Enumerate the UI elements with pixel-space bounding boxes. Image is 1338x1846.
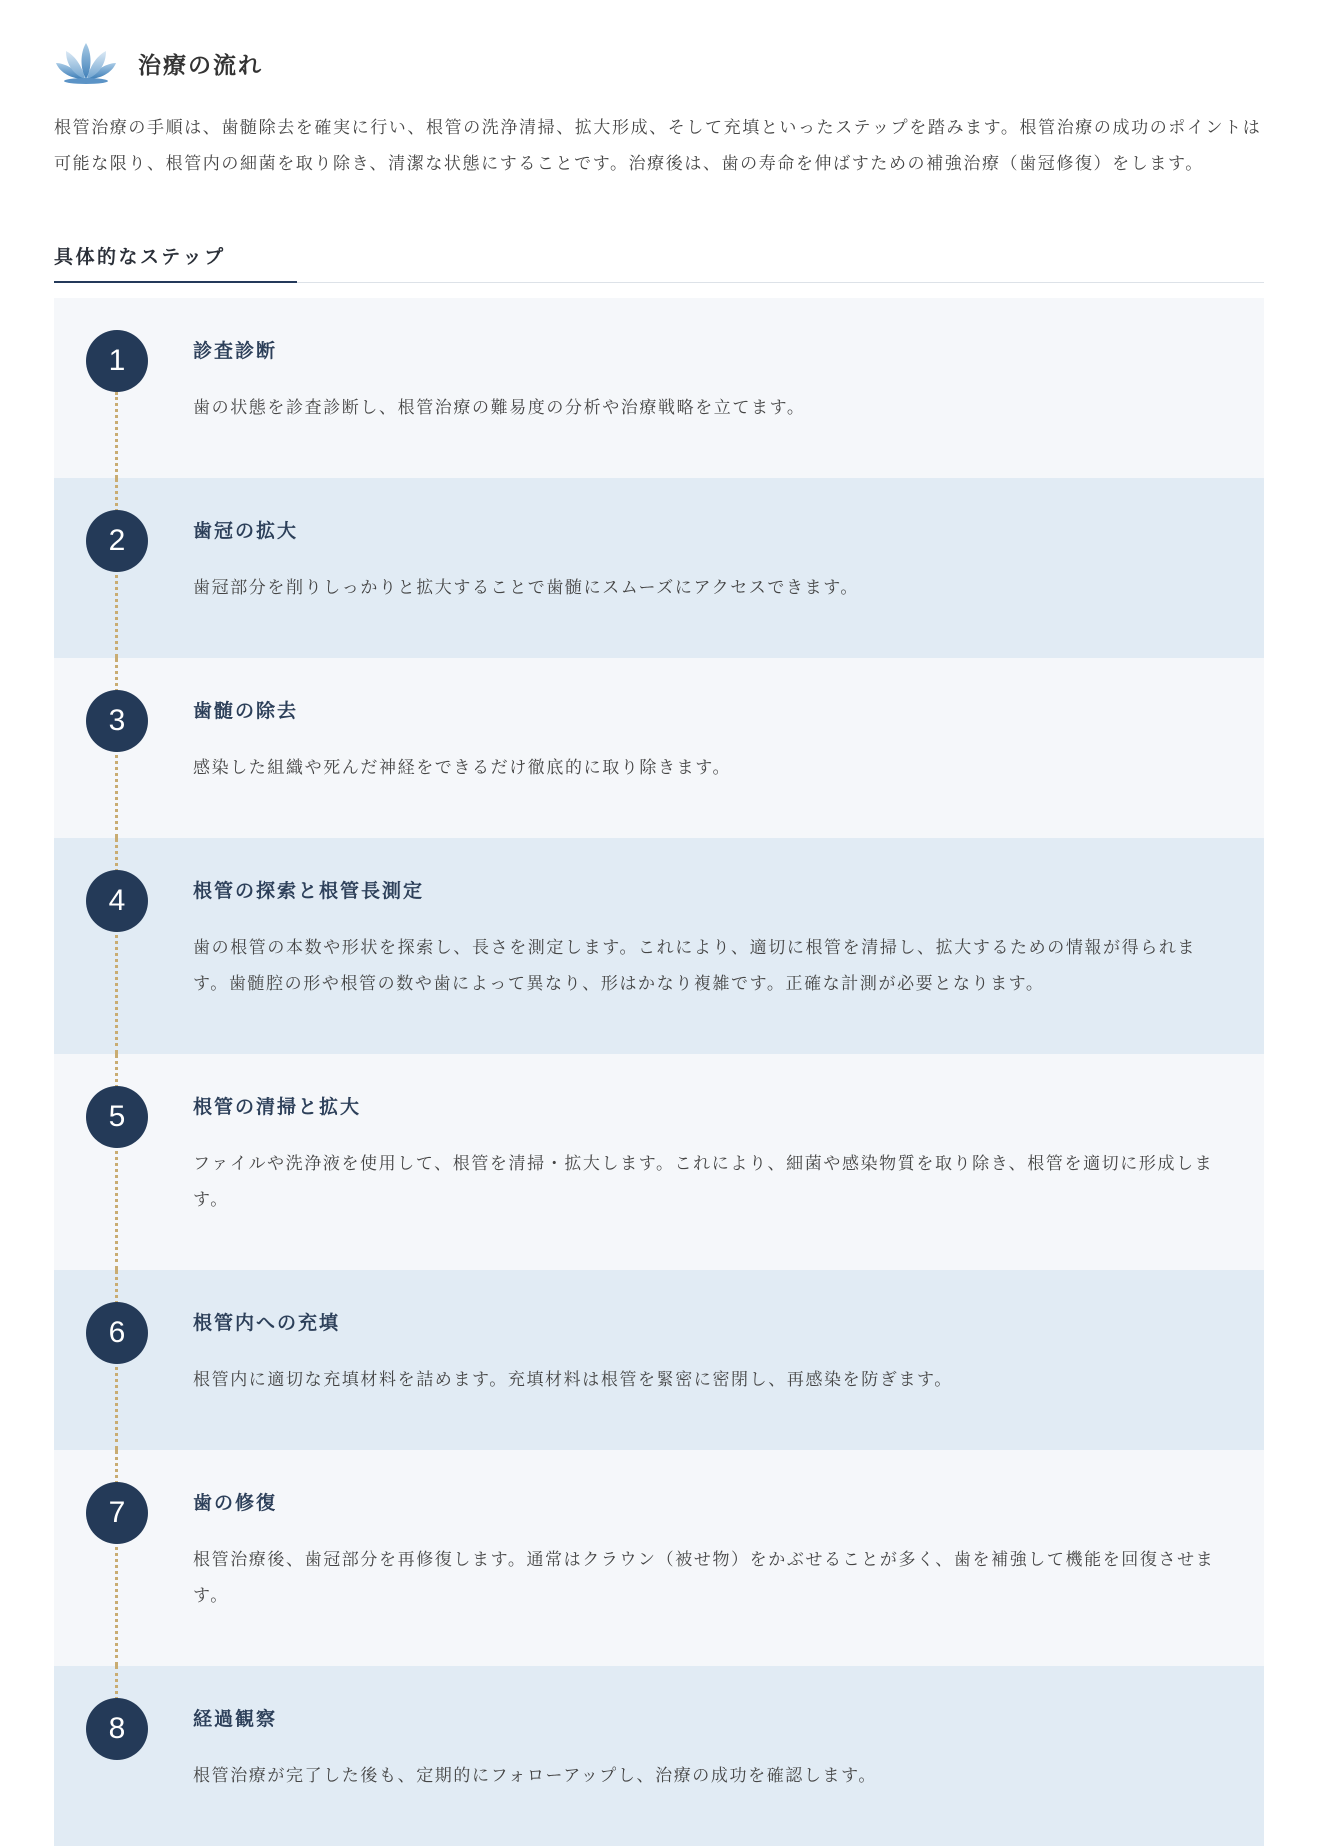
step-description: 根管治療後、歯冠部分を再修復します。通常はクラウン（被せ物）をかぶせることが多く、歯を補強して機能を回復させます。 — [193, 1550, 1215, 1606]
step-item — [54, 658, 1264, 838]
lotus-icon — [54, 41, 118, 85]
step-item — [54, 1270, 1264, 1450]
steps-list — [54, 298, 1264, 1846]
timeline-connector — [115, 392, 118, 478]
step-item — [54, 838, 1264, 1054]
step-title: 歯髄の除去 — [193, 700, 299, 722]
step-number-badge: 7 — [86, 1482, 148, 1544]
step-title: 経過観察 — [193, 1708, 278, 1730]
step-title: 根管の清掃と拡大 — [193, 1096, 362, 1118]
step-item — [54, 1666, 1264, 1846]
step-description: 歯冠部分を削りしっかりと拡大することで歯髄にスムーズにアクセスできます。 — [193, 578, 860, 598]
step-number-badge: 1 — [86, 330, 148, 392]
section-underline — [54, 281, 297, 283]
step-description: 根管治療が完了した後も、定期的にフォローアップし、治療の成功を確認します。 — [193, 1766, 877, 1786]
step-title: 診査診断 — [193, 340, 278, 362]
section-title: 具体的なステップ — [54, 246, 226, 268]
step-number-badge: 6 — [86, 1302, 148, 1364]
step-description: 感染した組織や死んだ神経をできるだけ徹底的に取り除きます。 — [193, 758, 732, 778]
step-title: 歯の修復 — [193, 1492, 278, 1514]
step-number-badge: 3 — [86, 690, 148, 752]
step-number-badge: 4 — [86, 870, 148, 932]
step-description: 根管内に適切な充填材料を詰めます。充填材料は根管を緊密に密閉し、再感染を防ぎます。 — [193, 1370, 953, 1390]
step-item — [54, 478, 1264, 658]
section-heading — [54, 242, 1264, 283]
intro-paragraph: 根管治療の手順は、歯髄除去を確実に行い、根管の洗浄清掃、拡大形成、そして充填といったステップを踏みます。根管治療の成功のポイントは可能な限り、根管内の細菌を取り除き、清潔な状態にすることです。治療後は、歯の寿命を伸ばすための補強治療（歯冠修復）をします。 — [54, 118, 1262, 174]
step-description: ファイルや洗浄液を使用して、根管を清掃・拡大します。これにより、細菌や感染物質を取り除き、根管を適切に形成します。 — [193, 1154, 1214, 1210]
step-number-badge: 2 — [86, 510, 148, 572]
step-title: 根管の探索と根管長測定 — [193, 880, 425, 902]
step-title: 根管内への充填 — [193, 1312, 341, 1334]
step-description: 歯の状態を診査診断し、根管治療の難易度の分析や治療戦略を立てます。 — [193, 398, 806, 418]
step-number-badge: 8 — [86, 1698, 148, 1760]
timeline-connector — [115, 1666, 118, 1700]
page-header — [54, 40, 1264, 86]
step-item — [54, 1054, 1264, 1270]
step-item — [54, 1450, 1264, 1666]
step-number-badge: 5 — [86, 1086, 148, 1148]
step-item — [54, 298, 1264, 478]
step-description: 歯の根管の本数や形状を探索し、長さを測定します。これにより、適切に根管を清掃し、拡大するための情報が得られます。歯髄腔の形や根管の数や歯によって異なり、形はかなり複雑です。正確な計測が必要となります。 — [193, 938, 1197, 994]
page-title: 治療の流れ — [138, 52, 263, 79]
content — [54, 40, 1264, 1786]
step-title: 歯冠の拡大 — [193, 520, 299, 542]
